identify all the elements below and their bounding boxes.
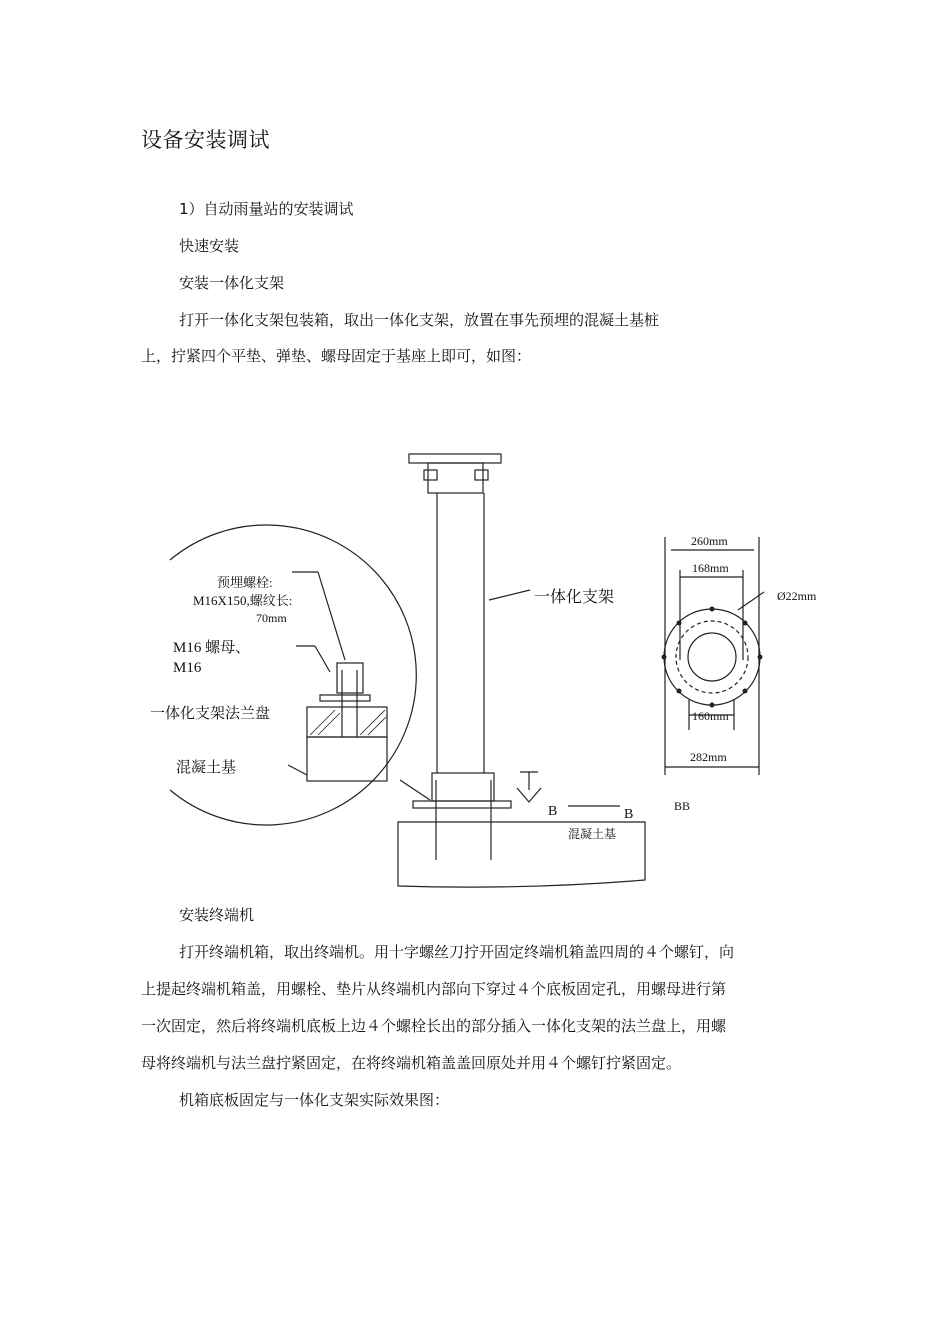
step-heading: 安装终端机 [179,906,255,924]
base-label: 混凝土基 [568,827,617,841]
nut-label-line-1: M16 螺母、 [173,640,251,656]
dimension-outer: 282mm [690,750,727,764]
view-label: BB [674,799,691,813]
body-line: 上，拧紧四个平垫、弹垫、螺母固定于基座上即可，如图： [141,347,532,365]
dimension-bolt-circle: 260mm [691,534,728,548]
pole-label: 一体化支架 [534,589,615,606]
body-line: 一次固定，然后将终端机底板上边４个螺栓长出的部分插入一体化支架的法兰盘上，用螺 [141,1017,727,1035]
flange-label: 一体化支架法兰盘 [150,706,271,722]
section-mark-right: B [624,807,634,822]
section-heading: 1）自动雨量站的安装调试 [179,200,354,218]
body-line: 打开终端机箱，取出终端机。用十字螺丝刀拧开固定终端机箱盖四周的４个螺钉，向 [179,943,735,961]
dimension-inner-160: 160mm [692,709,729,723]
page-title: 设备安装调试 [141,128,270,152]
body-line: 上提起终端机箱盖，用螺栓、垫片从终端机内部向下穿过４个底板固定孔，用螺母进行第 [141,980,727,998]
subsection-heading: 快速安装 [179,237,240,255]
body-line: 母将终端机与法兰盘拧紧固定，在将终端机箱盖盖回原处并用４个螺钉拧紧固定。 [141,1054,682,1072]
bolt-label-line-2: M16X150,螺纹长: [193,593,293,608]
section-mark-left: B [548,804,558,819]
figure-caption: 机箱底板固定与一体化支架实际效果图： [179,1091,450,1109]
dimension-inner-168: 168mm [692,561,729,575]
bolt-label-line-1: 预埋螺栓: [217,575,273,590]
detail-circle [170,525,416,825]
nut-label-line-2: M16 [173,660,202,676]
concrete-detail-label: 混凝土基 [176,760,237,776]
dimension-hole: Ø22mm [777,589,817,603]
step-heading: 安装一体化支架 [179,274,285,292]
body-line: 打开一体化支架包装箱，取出一体化支架，放置在事先预埋的混凝土基桩 [179,311,660,329]
bolt-label-line-3: 70mm [256,611,287,625]
